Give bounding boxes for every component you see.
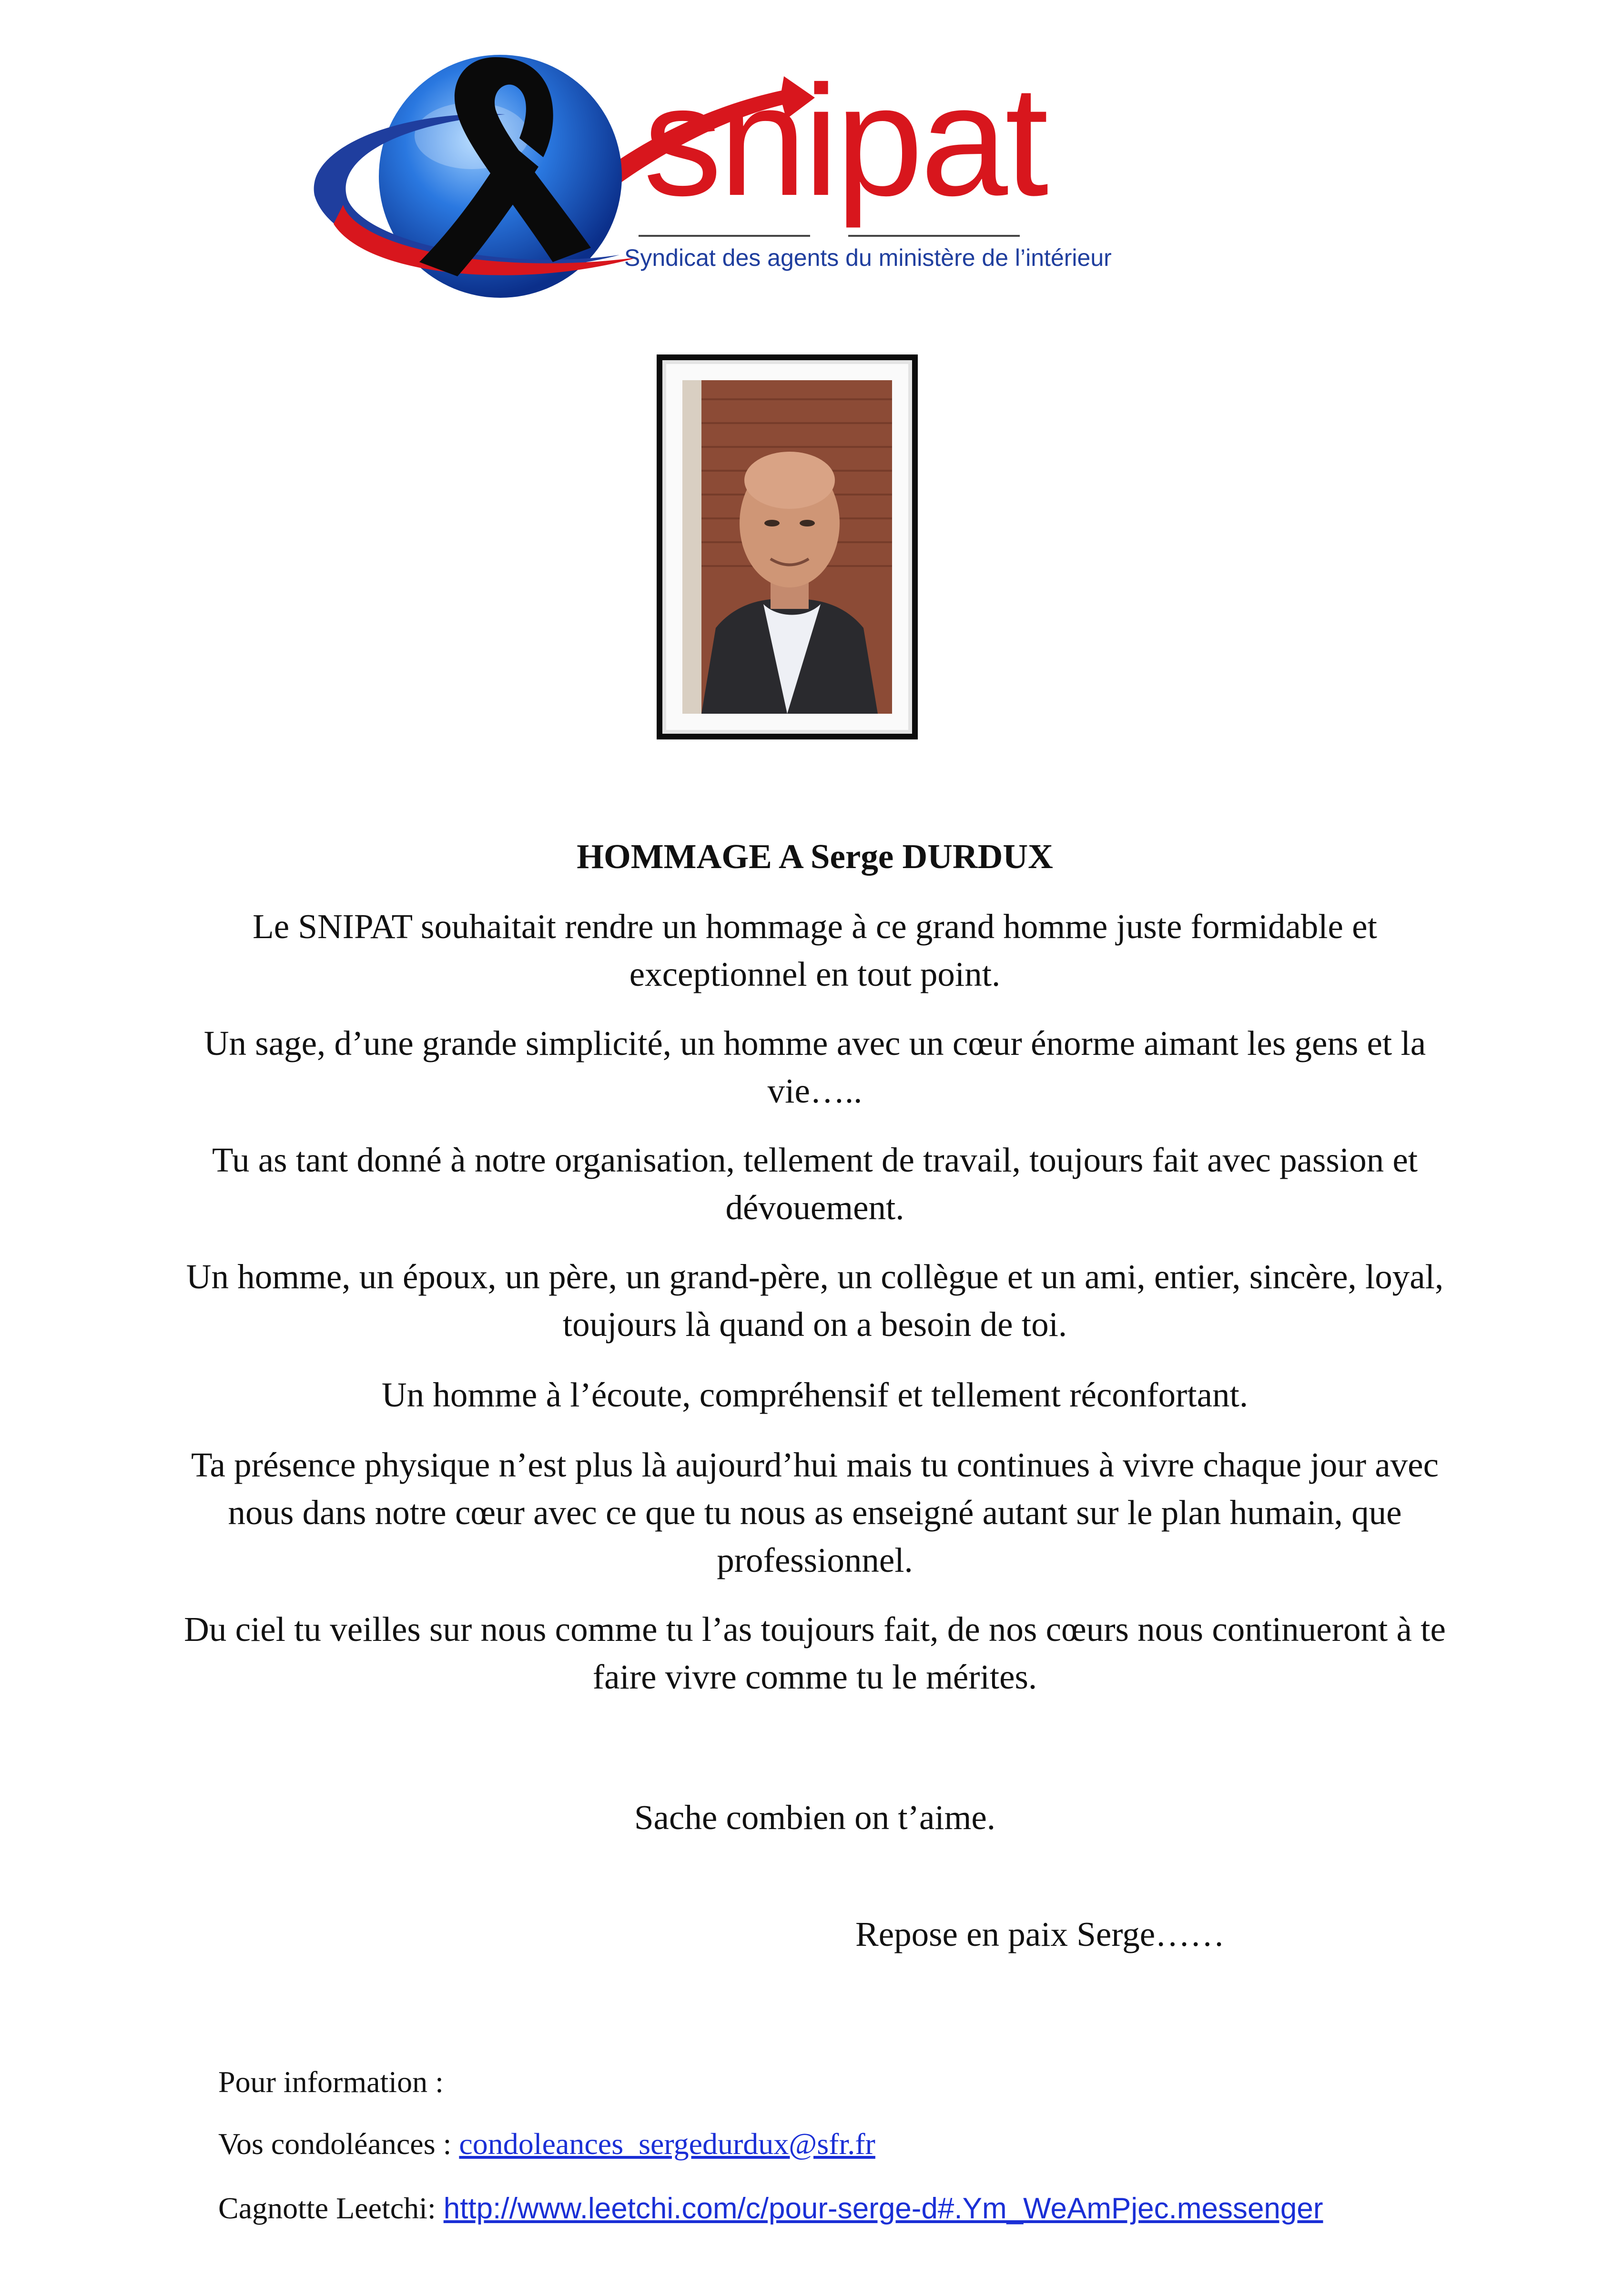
tribute-paragraph: Du ciel tu veilles sur nous comme tu l’as toujours fait, de nos cœurs nous continueront à te faire vivre comme tu le mérites.: [184, 1610, 1446, 1696]
condolences-label: Vos condoléances :: [218, 2127, 452, 2161]
tribute-paragraph: Le SNIPAT souhaitait rendre un hommage à ce grand homme juste formidable et exceptionnel en tout point.: [253, 907, 1377, 993]
page-title: HOMMAGE A Serge DURDUX: [577, 837, 1053, 876]
closing-line: Sache combien on t’aime.: [634, 1798, 996, 1837]
tribute-paragraph: Un homme à l’écoute, compréhensif et tellement réconfortant.: [381, 1376, 1248, 1414]
portrait-image: [682, 380, 892, 714]
cagnotte-line: [218, 2189, 1323, 2228]
condolences-email-link[interactable]: condoleances_sergedurdux@sfr.fr: [459, 2127, 875, 2161]
portrait-frame: [657, 354, 918, 739]
cagnotte-link[interactable]: http://www.leetchi.com/c/pour-serge-d#.Ym_WeAmPjec.messenger: [443, 2192, 1323, 2225]
portrait-photo: [682, 380, 892, 714]
tribute-paragraph: Un homme, un époux, un père, un grand-père, un collègue et un ami, entier, sincère, loyal, toujours là quand on a besoin de toi.: [186, 1257, 1444, 1344]
tribute-paragraph: Tu as tant donné à notre organisation, tellement de travail, toujours fait avec passion et dévouement.: [212, 1141, 1418, 1227]
condolences-line: [218, 2125, 875, 2163]
tribute-paragraph: Ta présence physique n’est plus là aujourd’hui mais tu continues à vivre chaque jour avec nous dans notre cœur avec ce que tu nous as enseigné autant sur le plan humain, que professionnel.: [191, 1446, 1439, 1579]
cagnotte-label: Cagnotte Leetchi:: [218, 2191, 436, 2225]
info-heading: Pour information :: [218, 2065, 444, 2099]
snipat-logo: [305, 38, 1115, 305]
logo-wordmark: snipat: [643, 52, 1046, 228]
tribute-paragraph: Un sage, d’une grande simplicité, un homme avec un cœur énorme aimant les gens et la vie…..: [203, 1024, 1426, 1110]
signoff-line: Repose en paix Serge……: [855, 1915, 1225, 1953]
logo-tagline: Syndicat des agents du ministère de l’intérieur: [624, 244, 1112, 271]
